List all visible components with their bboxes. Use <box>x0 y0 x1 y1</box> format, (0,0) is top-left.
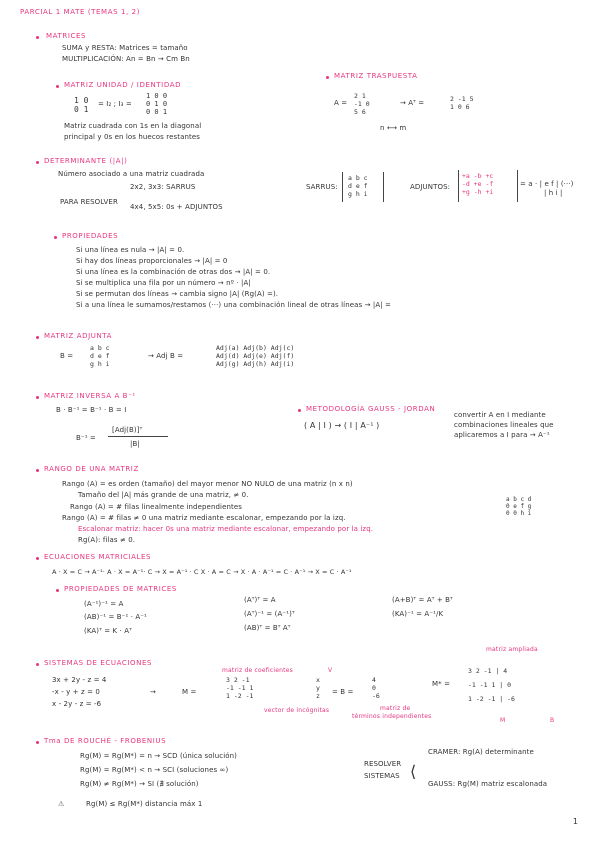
prop-col-1: (A⁻¹)⁻¹ = A <box>84 600 124 608</box>
det-heading: DETERMINANTE (|A|) <box>44 157 128 165</box>
bullet <box>36 557 39 560</box>
systems-heading: SISTEMAS DE ECUACIONES <box>44 659 153 667</box>
rank-line-6: Rg(A): filas ≠ 0. <box>78 536 136 544</box>
unit-desc-1: Matriz cuadrada con 1s en la diagonal <box>64 122 202 130</box>
page-number: 1 <box>572 817 578 826</box>
prop-col-3: (A+B)ᵀ = Aᵀ + Bᵀ <box>392 596 453 604</box>
system-eq: x - 2y - z = -6 <box>52 700 102 708</box>
inverse-eq-1: B · B⁻¹ = B⁻¹ · B = I <box>56 406 127 414</box>
rank-heading: RANGO DE UNA MATRIZ <box>44 465 139 473</box>
ampliada-matrix: 3 2 -1 | 4 -1 -1 1 | 0 1 -2 -1 | -6 <box>468 667 515 703</box>
inverse-num: [Adj(B)]ᵀ <box>112 426 143 434</box>
eqm-line: A · X = C → A⁻¹· A · X = A⁻¹· C → X = A⁻¹ · C X · A = C → X · A · A⁻¹ = C · A⁻¹ → X = C · A⁻¹ <box>52 568 352 576</box>
coef-title: matriz de coeficientes <box>222 667 293 674</box>
prop-item: Si a una línea le sumamos/restamos (···) una combinación lineal de otras líneas → |A| = <box>76 301 391 309</box>
rank-line-1: Rango (A) = es orden (tamaño) del mayor menor NO NULO de una matriz (n x n) <box>62 480 353 488</box>
b-under: B <box>550 717 555 724</box>
bullet <box>56 85 59 88</box>
det-resolver: PARA RESOLVER <box>60 198 118 206</box>
ampliada-title: matriz ampliada <box>486 646 538 653</box>
prop-col-1: (AB)⁻¹ = B⁻¹ · A⁻¹ <box>84 613 147 621</box>
system-eq: 3x + 2y - z = 4 <box>52 676 107 684</box>
inverse-den: |B| <box>130 440 140 448</box>
adjuntos-expand-2: | h i | <box>544 189 563 197</box>
indep-label: matriz de <box>380 705 411 712</box>
indep-label-2: términos independientes <box>352 713 432 720</box>
transpose-heading: MATRIZ TRASPUESTA <box>334 72 418 80</box>
prop-col-1: (KA)ᵀ = K · Aᵀ <box>84 627 132 635</box>
identity-2x2: 1 0 0 1 <box>74 96 89 114</box>
rank-line-3: Rango (A) = # filas linealmente independientes <box>70 503 243 511</box>
escalonada-matrix: a b c d 0 e f g 0 0 h i <box>506 496 532 517</box>
rouche-heading: Tma DE ROUCHÉ - FROBENIUS <box>44 737 167 745</box>
prop-item: Si una línea es nula → |A| = 0. <box>76 246 185 254</box>
unit-heading: MATRIZ UNIDAD / IDENTIDAD <box>64 81 182 89</box>
resolver-label: RESOLVER <box>364 760 402 768</box>
prop-item: Si hay dos líneas proporcionales → |A| = 0 <box>76 257 228 265</box>
bullet <box>36 36 39 39</box>
transpose-a-label: A = <box>334 99 348 107</box>
rank-line-4: Rango (A) = # filas ≠ 0 una matriz mediante escalonar, empezando por la izq. <box>62 514 346 522</box>
incog-label: vector de incógnitas <box>264 707 330 714</box>
bullet <box>36 663 39 666</box>
inverse-heading: MATRIZ INVERSA A B⁻¹ <box>44 392 136 400</box>
sarrus-label: SARRUS: <box>306 183 338 191</box>
gauss-heading: METODOLOGÍA GAUSS - JORDAN <box>306 405 436 413</box>
transpose-dims: n ⟷ m <box>380 124 407 132</box>
prop-col-2: (AB)ᵀ = Bᵀ Aᵀ <box>244 624 291 632</box>
prop-col-2: (Aᵀ)⁻¹ = (A⁻¹)ᵀ <box>244 610 295 618</box>
prop-item: Si una línea es la combinación de otras dos → |A| = 0. <box>76 268 271 276</box>
inverse-eq-2: B⁻¹ = <box>76 434 96 442</box>
b-label: = B = <box>332 688 354 696</box>
eqm-heading: ECUACIONES MATRICIALES <box>44 553 152 561</box>
bullet <box>326 76 329 79</box>
sum-rule: SUMA y RESTA: Matrices = tamaño <box>62 44 188 52</box>
gauss-desc-3: aplicaremos a I para → A⁻¹ <box>454 431 550 439</box>
bullet <box>36 336 39 339</box>
ampliada-label: M* = <box>432 680 451 688</box>
props-heading: PROPIEDADES <box>62 232 119 240</box>
transpose-a-matrix: 2 1 -1 0 5 6 <box>354 92 370 116</box>
warning-icon: ⚠ <box>58 800 65 808</box>
bullet <box>298 409 301 412</box>
gauss-line: GAUSS: Rg(M) matriz escalonada <box>428 780 548 788</box>
transpose-at-matrix: 2 -1 5 1 0 6 <box>450 95 474 111</box>
identity-3x3: 1 0 0 0 1 0 0 0 1 <box>146 92 168 116</box>
adjoint-heading: MATRIZ ADJUNTA <box>44 332 113 340</box>
bullet <box>36 741 39 744</box>
bullet <box>36 469 39 472</box>
gauss-desc-2: combinaciones lineales que <box>454 421 554 429</box>
v-title: V <box>328 667 333 674</box>
adjoint-b-label: B = <box>60 352 74 360</box>
coef-matrix: 3 2 -1 -1 -1 1 1 -2 -1 <box>226 676 254 700</box>
sarrus-matrix: a b c d e f g h i <box>348 174 368 198</box>
prop-item: Si se multiplica una fila por un número → nº · |A| <box>76 279 251 287</box>
bullet <box>36 161 39 164</box>
m-label: M = <box>182 688 197 696</box>
gauss-expr: ( A | I ) → ( I | A⁻¹ ) <box>304 421 380 430</box>
unknowns-vector: x y z <box>316 676 320 700</box>
identity-eq: = I₂ ; I₃ = <box>98 100 132 108</box>
rouche-line: Rg(M) = Rg(M*) < n → SCI (soluciones ∞) <box>80 766 229 774</box>
det-desc: Número asociado a una matriz cuadrada <box>58 170 205 178</box>
adjuntos-matrix: +a -b +c -d +e -f +g -h +i <box>462 172 494 196</box>
prop-col-3: (KA)⁻¹ = A⁻¹/K <box>392 610 444 618</box>
matrices-heading: MATRICES <box>46 32 87 40</box>
fraction-bar <box>108 436 168 437</box>
bullet <box>54 236 57 239</box>
det-case-2: 4x4, 5x5: 0s + ADJUNTOS <box>130 203 223 211</box>
indep-vector: 4 0 -6 <box>372 676 380 700</box>
transpose-at-label: → Aᵀ = <box>400 99 425 107</box>
brace-icon: ⟨ <box>410 762 417 781</box>
det-case-1: 2x2, 3x3: SARRUS <box>130 183 196 191</box>
systems-arrow: → <box>150 688 156 696</box>
eqm-props-heading: PROPIEDADES DE MATRICES <box>64 585 177 593</box>
mult-rule: MULTIPLICACIÓN: An = Bn → Cm Bn <box>62 55 190 63</box>
rouche-line: Rg(M) ≠ Rg(M*) → SI (∄ solución) <box>80 780 199 788</box>
prop-col-2: (Aᵀ)ᵀ = A <box>244 596 276 604</box>
unit-desc-2: principal y 0s en los huecos restantes <box>64 133 200 141</box>
adjuntos-expand: = a · | e f | (···) <box>520 180 574 188</box>
adjoint-b-matrix: a b c d e f g h i <box>90 344 110 368</box>
prop-item: Si se permutan dos líneas → cambia signo |A| (Rg(A) =). <box>76 290 279 298</box>
adjoint-arrow: → Adj B = <box>148 352 184 360</box>
rouche-line: Rg(M) = Rg(M*) = n → SCD (única solución) <box>80 752 238 760</box>
bullet <box>36 396 39 399</box>
system-eq: -x - y + z = 0 <box>52 688 100 696</box>
page-title: PARCIAL 1 MATE (TEMAS 1, 2) <box>20 8 141 16</box>
adjuntos-label: ADJUNTOS: <box>410 183 451 191</box>
cramer-line: CRAMER: Rg(A) determinante <box>428 748 534 756</box>
rank-line-5: Escalonar matriz: hacer 0s una matriz mediante escalonar, empezando por la izq. <box>78 525 374 533</box>
rank-line-2: Tamaño del |A| más grande de una matriz, ≠ 0. <box>78 491 249 499</box>
gauss-desc-1: convertir A en I mediante <box>454 411 546 419</box>
sistemas-label: SISTEMAS <box>364 772 400 780</box>
rouche-warning: Rg(M) ≤ Rg(M*) distancia máx 1 <box>86 800 203 808</box>
m-under: M <box>500 717 506 724</box>
adjoint-matrix: Adj(a) Adj(b) Adj(c) Adj(d) Adj(e) Adj(f) Adj(g) Adj(h) Adj(i) <box>216 344 295 368</box>
bullet <box>56 589 59 592</box>
